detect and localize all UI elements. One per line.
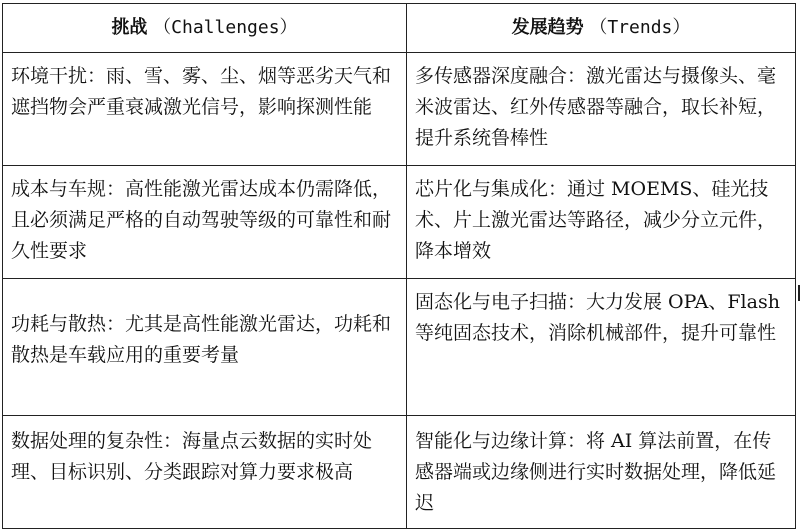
challenge-cell bbox=[3, 53, 407, 166]
table-row bbox=[3, 53, 796, 166]
table-row bbox=[3, 279, 796, 416]
header-trends-en: （Trends） bbox=[589, 17, 691, 38]
challenge-text: 成本与车规：高性能激光雷达成本仍需降低，且必须满足严格的自动驾驶等级的可靠性和耐久性要求 bbox=[11, 178, 392, 262]
challenge-text: 环境干扰：雨、雪、雾、尘、烟等恶劣天气和遮挡物会严重衰减激光信号，影响探测性能 bbox=[11, 65, 392, 118]
trend-cell bbox=[407, 166, 796, 279]
trend-cell bbox=[407, 279, 796, 416]
header-challenges bbox=[3, 4, 407, 53]
trend-cell bbox=[407, 416, 796, 529]
table-row bbox=[3, 166, 796, 279]
header-row bbox=[3, 4, 796, 53]
header-trends bbox=[407, 4, 796, 53]
challenge-cell bbox=[3, 416, 407, 529]
header-challenges-en: （Challenges） bbox=[153, 17, 298, 38]
challenge-text: 功耗与散热：尤其是高性能激光雷达，功耗和散热是车载应用的重要考量 bbox=[11, 313, 392, 366]
challenge-cell bbox=[3, 279, 407, 416]
challenge-cell bbox=[3, 166, 407, 279]
header-trends-zh: 发展趋势 bbox=[511, 17, 584, 38]
trend-text: 智能化与边缘计算：将 AI 算法前置，在传感器端或边缘侧进行实时数据处理，降低延迟 bbox=[415, 430, 777, 514]
trend-text: 固态化与电子扫描：大力发展 OPA、Flash 等纯固态技术，消除机械部件，提升可靠性 bbox=[415, 291, 780, 344]
challenges-trends-table bbox=[2, 3, 796, 529]
header-challenges-zh: 挑战 bbox=[111, 17, 148, 38]
trend-text: 芯片化与集成化：通过 MOEMS、硅光技术、片上激光雷达等路径，减少分立元件，降本增效 bbox=[415, 178, 777, 262]
trend-text: 多传感器深度融合：激光雷达与摄像头、毫米波雷达、红外传感器等融合，取长补短，提升系统鲁棒性 bbox=[415, 65, 777, 149]
trend-cell bbox=[407, 53, 796, 166]
table-row bbox=[3, 416, 796, 529]
challenge-text: 数据处理的复杂性：海量点云数据的实时处理、目标识别、分类跟踪对算力要求极高 bbox=[11, 430, 373, 483]
